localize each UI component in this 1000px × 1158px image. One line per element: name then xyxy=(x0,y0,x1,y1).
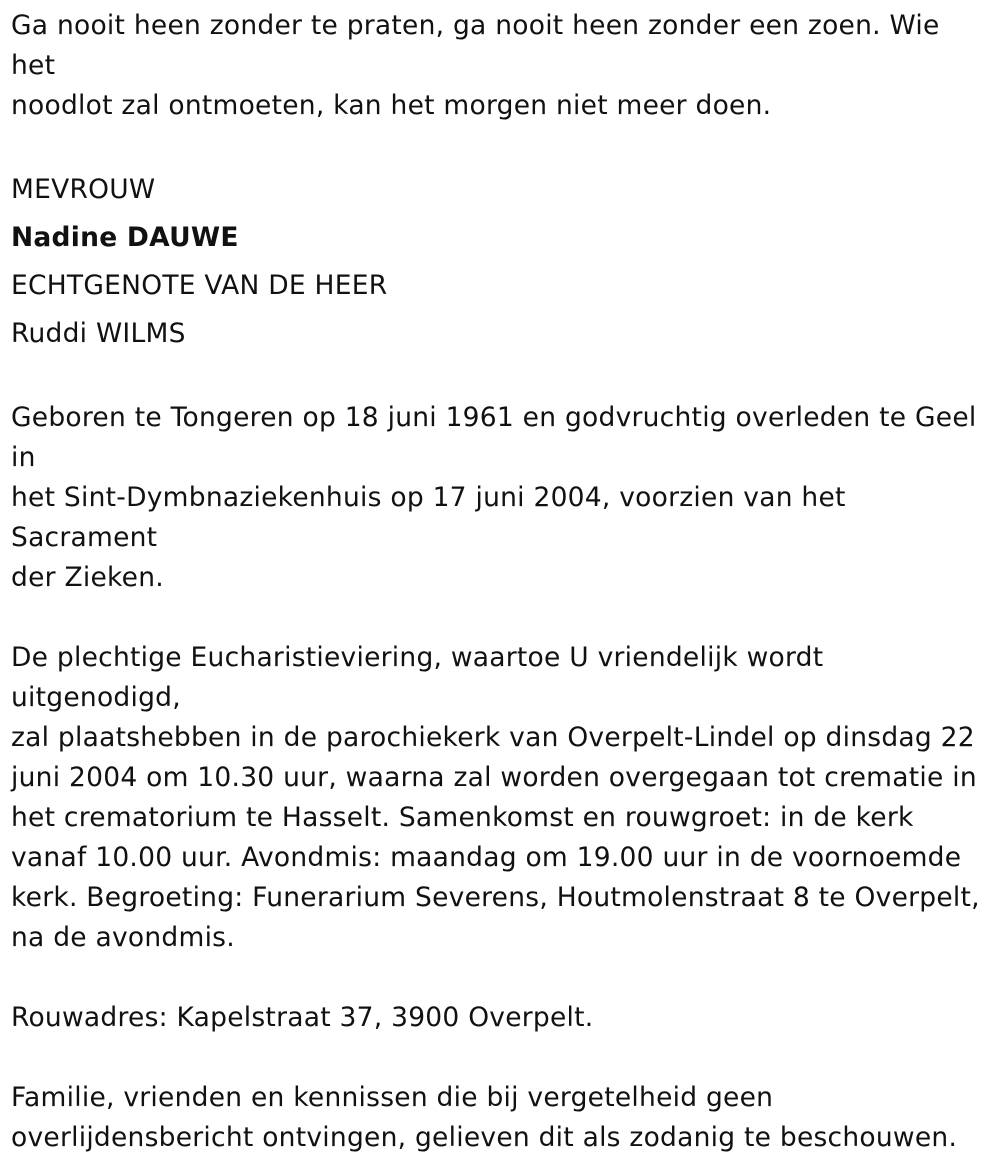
notice-paragraph xyxy=(11,1078,991,1158)
paragraph-line: kerk. Begroeting: Funerarium Severens, Houtmolenstraat 8 te Overpelt, xyxy=(11,882,980,913)
spacer xyxy=(11,126,991,166)
poem-paragraph xyxy=(11,6,991,126)
paragraph-line: der Zieken. xyxy=(11,562,164,593)
paragraph-line: na de avondmis. xyxy=(11,922,235,953)
paragraph-line: vanaf 10.00 uur. Avondmis: maandag om 19.00 uur in de voornoemde xyxy=(11,842,962,873)
relation-label: ECHTGENOTE VAN DE HEER xyxy=(11,270,388,301)
paragraph-line: het Sint-Dymbnaziekenhuis op 17 juni 2004, voorzien van het Sacrament xyxy=(11,482,846,553)
spacer xyxy=(11,598,991,638)
paragraph-line: het crematorium te Hasselt. Samenkomst en rouwgroet: in de kerk xyxy=(11,802,914,833)
paragraph-line: zal plaatshebben in de parochiekerk van Overpelt-Lindel op dinsdag 22 xyxy=(11,722,975,753)
paragraph-line: Geboren te Tongeren op 18 juni 1961 en godvruchtig overleden te Geel in xyxy=(11,402,977,473)
honorific: MEVROUW xyxy=(11,174,156,205)
mourning-address: Rouwadres: Kapelstraat 37, 3900 Overpelt. xyxy=(11,1002,594,1033)
spouse-name: Ruddi WILMS xyxy=(11,318,186,349)
deceased-header xyxy=(11,166,991,358)
poem-line: noodlot zal ontmoeten, kan het morgen niet meer doen. xyxy=(11,90,772,121)
obituary-document xyxy=(11,6,991,1158)
paragraph-line: Familie, vrienden en kennissen die bij vergetelheid geen xyxy=(11,1082,774,1113)
spacer xyxy=(11,1038,991,1078)
spacer xyxy=(11,958,991,998)
poem-line: Ga nooit heen zonder te praten, ga nooit heen zonder een zoen. Wie het xyxy=(11,10,940,81)
spacer xyxy=(11,358,991,398)
birth-death-paragraph xyxy=(11,398,991,598)
deceased-name: Nadine DAUWE xyxy=(11,222,239,253)
paragraph-line: De plechtige Eucharistieviering, waartoe U vriendelijk wordt uitgenodigd, xyxy=(11,642,824,713)
address-paragraph xyxy=(11,998,991,1038)
paragraph-line: juni 2004 om 10.30 uur, waarna zal worden overgegaan tot crematie in xyxy=(11,762,977,793)
paragraph-line: overlijdensbericht ontvingen, gelieven dit als zodanig te beschouwen. xyxy=(11,1122,958,1153)
ceremony-paragraph xyxy=(11,638,991,958)
